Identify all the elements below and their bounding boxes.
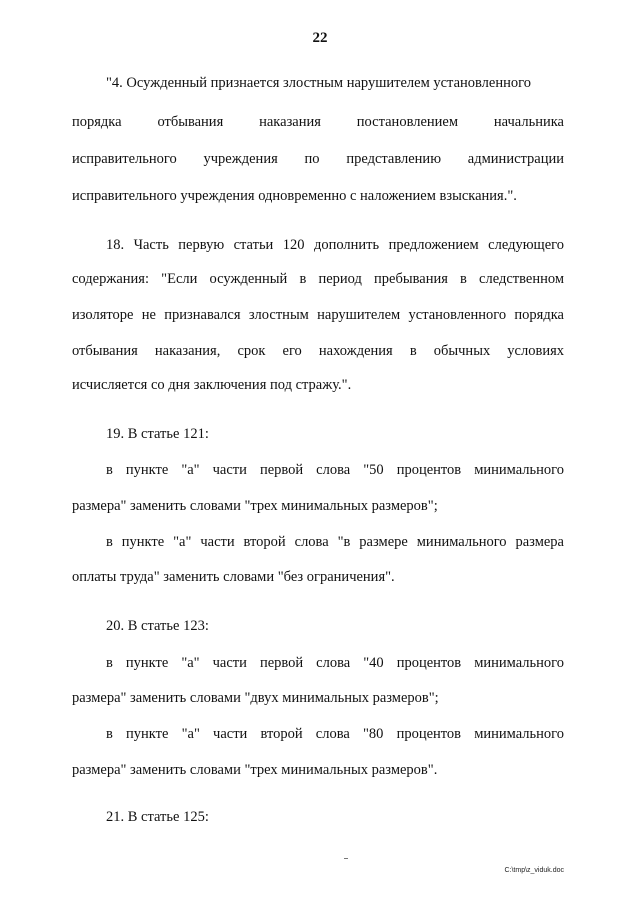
text-line: 19. В статье 121: [106, 426, 209, 442]
file-path-footer: C:\tmp\z_viduk.doc [504, 867, 564, 874]
text-line: в пункте "а" части второй слова "в размере минимального размера [106, 534, 564, 550]
text-line: оплаты труда" заменить словами "без ограничения". [72, 569, 395, 585]
text-line: размера" заменить словами "двух минимальных размеров"; [72, 690, 439, 706]
text-line: 18. Часть первую статьи 120 дополнить предложением следующего [106, 237, 564, 253]
text-line: размера" заменить словами "трех минимальных размеров". [72, 762, 438, 778]
text-line: в пункте "а" части первой слова "50 процентов минимального [106, 462, 564, 478]
text-line: в пункте "а" части второй слова "80 процентов минимального [106, 726, 564, 742]
text-line: размера" заменить словами "трех минимальных размеров"; [72, 498, 438, 514]
text-line: 20. В статье 123: [106, 618, 209, 634]
text-line: исчисляется со дня заключения под стражу.". [72, 377, 352, 393]
scan-speck [344, 858, 348, 859]
text-line: "4. Осужденный признается злостным нарушителем установленного [106, 75, 531, 91]
text-line: порядка отбывания наказания постановлением начальника [72, 114, 564, 130]
text-line: содержания: "Если осужденный в период пребывания в следственном [72, 271, 564, 287]
text-line: отбывания наказания, срок его нахождения в обычных условиях [72, 343, 564, 359]
text-line: в пункте "а" части первой слова "40 процентов минимального [106, 655, 564, 671]
text-line: 21. В статье 125: [106, 809, 209, 825]
text-line: исправительного учреждения одновременно с наложением взыскания.". [72, 188, 517, 204]
text-line: исправительного учреждения по представлению администрации [72, 151, 564, 167]
text-line: изоляторе не признавался злостным нарушителем установленного порядка [72, 307, 564, 323]
page-number: 22 [312, 30, 328, 46]
